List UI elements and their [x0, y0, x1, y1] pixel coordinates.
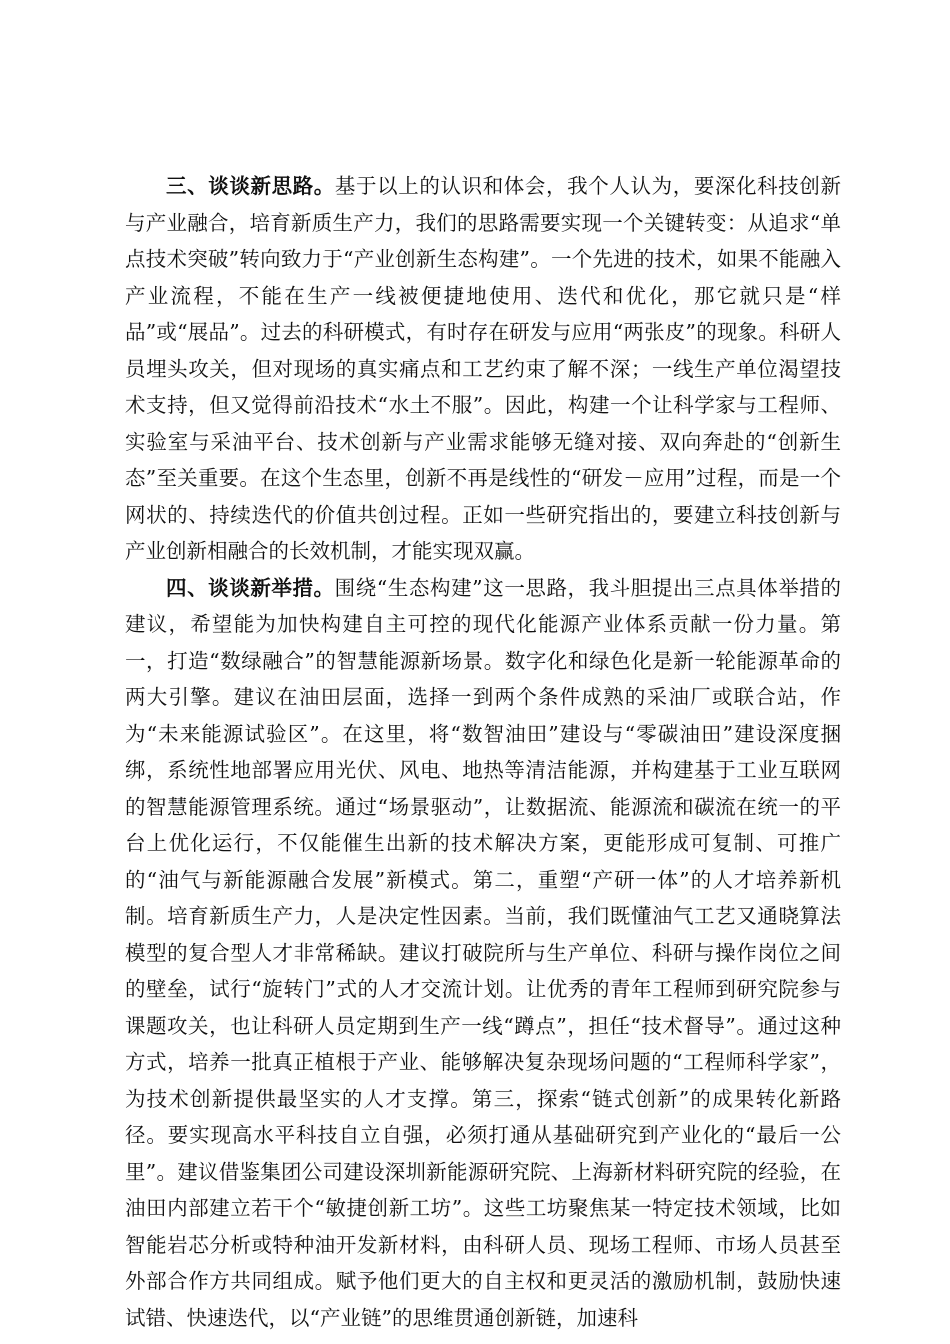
- section-three-text: 基于以上的认识和体会，我个人认为，要深化科技创新与产业融合，培育新质生产力，我们的思路需要实现一个关键转变：从追求“单点技术突破”转向致力于“产业创新生态构建”。一个先进的技术，如果不能融入产业流程，不能在生产一线被便捷地使用、迭代和优化，那它就只是“样品”或“展品”。过去的科研模式，有时存在研发与应用“两张皮”的现象。科研人员埋头攻关，但对现场的真实痛点和工艺约束了解不深；一线生产单位渴望技术支持，但又觉得前沿技术“水土不服”。因此，构建一个让科学家与工程师、实验室与采油平台、技术创新与产业需求能够无缝对接、双向奔赴的“创新生态”至关重要。在这个生态里，创新不再是线性的“研发－应用”过程，而是一个网状的、持续迭代的价值共创过程。正如一些研究指出的，要建立科技创新与产业创新相融合的长效机制，才能实现双赢。: [125, 174, 842, 563]
- document-body: [125, 168, 841, 1336]
- section-three-paragraph: [125, 168, 841, 570]
- section-four-paragraph: [125, 570, 841, 1337]
- section-three-heading: 三、谈谈新思路。: [166, 174, 335, 198]
- section-four-heading: 四、谈谈新举措。: [166, 575, 335, 600]
- section-four-text: 围绕“生态构建”这一思路，我斗胆提出三点具体举措的建议，希望能为加快构建自主可控的现代化能源产业体系贡献一份力量。第一，打造“数绿融合”的智慧能源新场景。数字化和绿色化是新一轮能源革命的两大引擎。建议在油田层面，选择一到两个条件成熟的采油厂或联合站，作为“未来能源试验区”。在这里，将“数智油田”建设与“零碳油田”建设深度捆绑，系统性地部署应用光伏、风电、地热等清洁能源，并构建基于工业互联网的智慧能源管理系统。通过“场景驱动”，让数据流、能源流和碳流在统一的平台上优化运行，不仅能催生出新的技术解决方案，更能形成可复制、可推广的“油气与新能源融合发展”新模式。第二，重塑“产研一体”的人才培养新机制。培育新质生产力，人是决定性因素。当前，我们既懂油气工艺又通晓算法模型的复合型人才非常稀缺。建议打破院所与生产单位、科研与操作岗位之间的壁垒，试行“旋转门”式的人才交流计划。让优秀的青年工程师到研究院参与课题攻关，也让科研人员定期到生产一线“蹲点”，担任“技术督导”。通过这种方式，培养一批真正植根于产业、能够解决复杂现场问题的“工程师科学家”，为技术创新提供最坚实的人才支撑。第三，探索“链式创新”的成果转化新路径。要实现高水平科技自立自强，必须打通从基础研究到产业化的“最后一公里”。建议借鉴集团公司建设深圳新能源研究院、上海新材料研究院的经验，在油田内部建立若干个“敏捷创新工坊”。这些工坊聚焦某一特定技术领域，比如智能岩芯分析或特种油开发新材料，由科研人员、现场工程师、市场人员甚至外部合作方共同组成。赋予他们更大的自主权和更灵活的激励机制，鼓励快速试错、快速迭代，以“产业链”的思维贯通创新链，加速科: [125, 575, 841, 1330]
